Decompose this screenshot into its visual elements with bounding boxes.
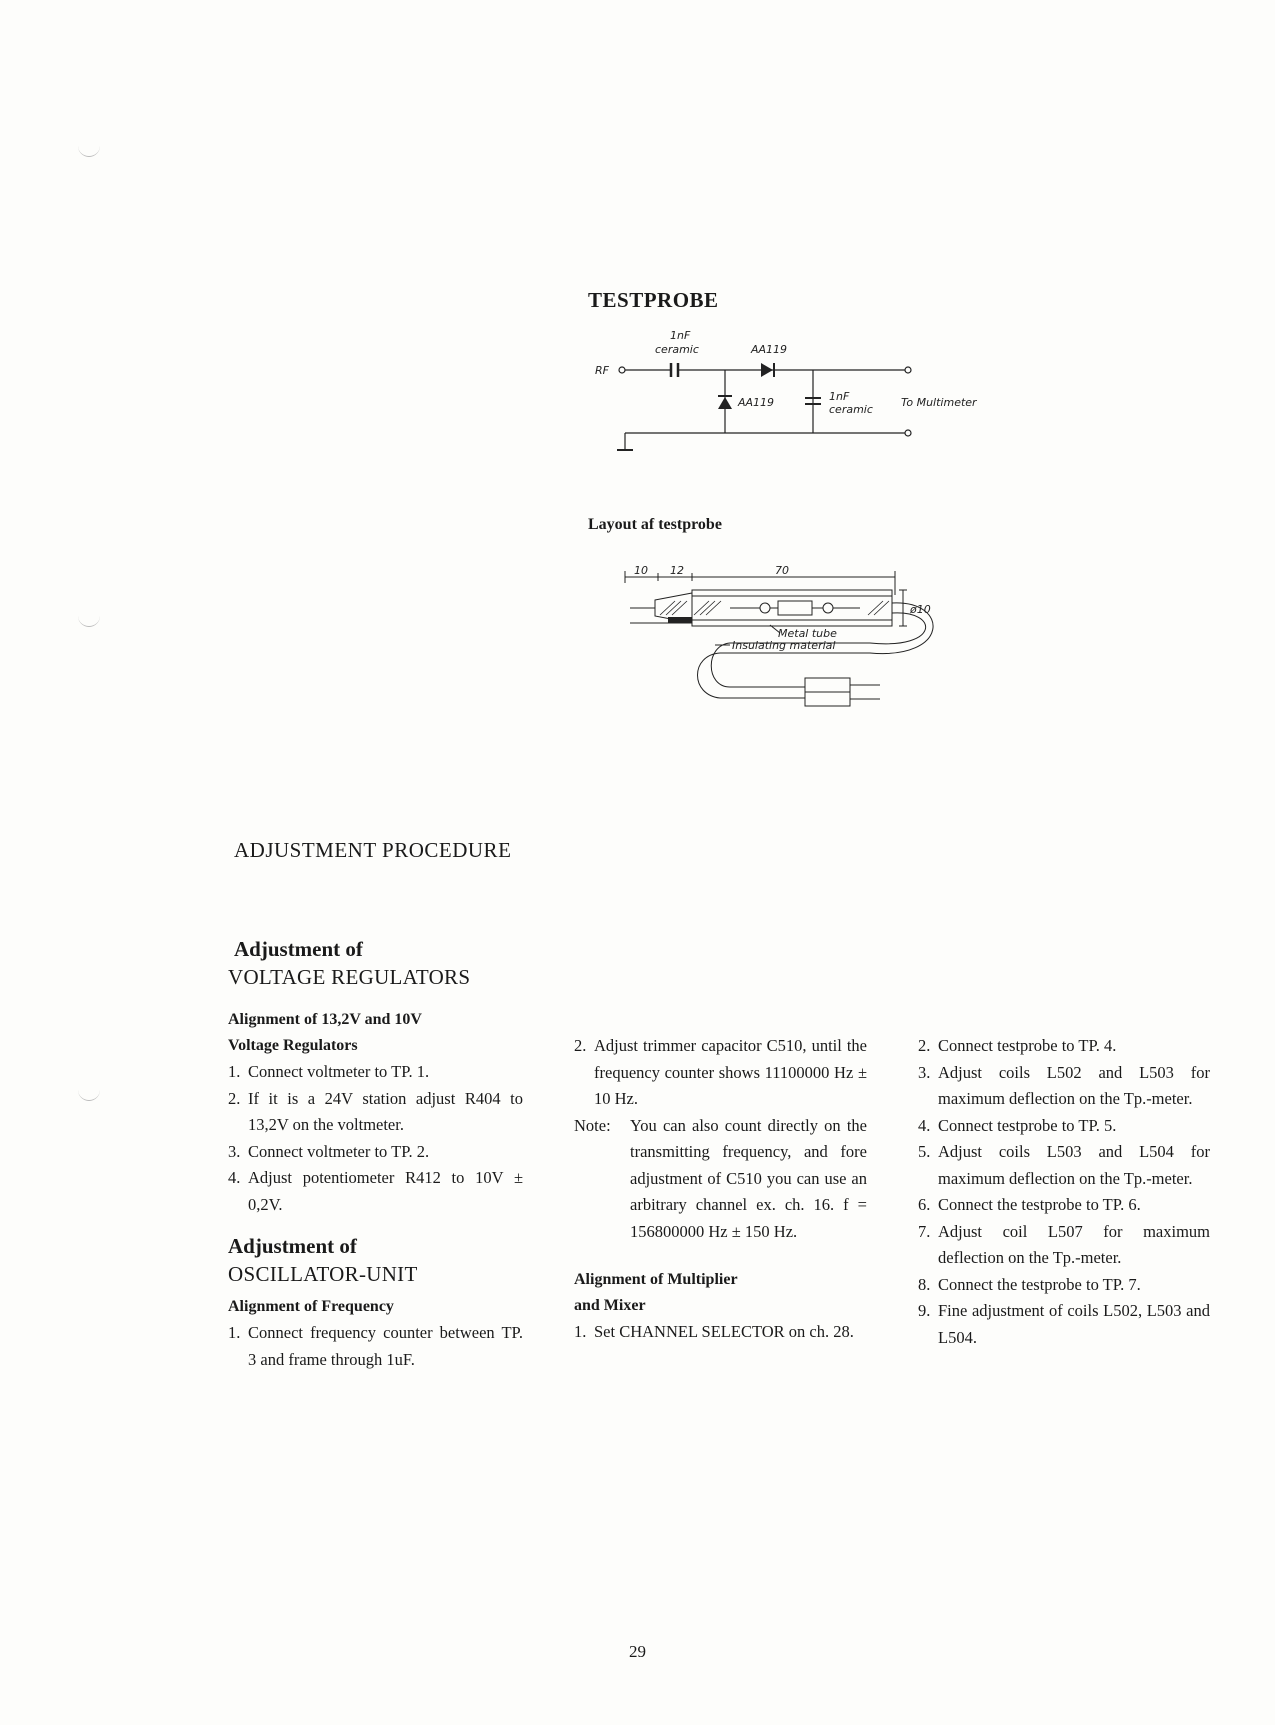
voltage-subheading-line2: Voltage Regulators <box>228 1037 358 1054</box>
testprobe-schematic <box>585 325 1005 465</box>
note <box>574 1113 867 1246</box>
list-item: 6. Connect the testprobe to TP. 6. <box>918 1195 1141 1214</box>
list-item: 1. Set CHANNEL SELECTOR on ch. 28. <box>574 1322 854 1341</box>
voltage-subheading-line1: Alignment of 13,2V and 10V <box>228 1011 422 1028</box>
column-1 <box>228 935 523 1373</box>
list-item: 1. Connect voltmeter to TP. 1. <box>228 1062 430 1081</box>
diode-icon <box>761 363 773 377</box>
output-label: To Multimeter <box>901 396 977 409</box>
dim-a: 10 <box>634 565 648 577</box>
metal-tube-label: Metal tube <box>778 627 837 640</box>
list-item: 2. Adjust trimmer capacitor C510, until the frequency counter shows 11100000 Hz ± 10 Hz. <box>574 1036 867 1108</box>
column-2 <box>574 1033 867 1346</box>
list-item: 3. Connect voltmeter to TP. 2. <box>228 1141 430 1161</box>
cap2-value: 1nF <box>829 390 850 403</box>
cap2-type: ceramic <box>829 403 873 416</box>
note-text: You can also count directly on the transmitting frequency, and fore adjustment of C510 you can use an arbitrary channel ex. ch. 16. f = 156800000 Hz ± 150 Hz. <box>630 1115 867 1241</box>
list-item: 4. Adjust potentiometer R412 to 10V ± 0,2V. <box>228 1168 523 1214</box>
dim-diameter: ø10 <box>910 603 931 616</box>
oscillator-heading-line1: Adjustment of <box>228 1234 357 1258</box>
diode2-label: AA119 <box>738 396 775 409</box>
cap1-value: 1nF <box>670 329 691 342</box>
list-item: 5. Adjust coils L503 and L504 for maximum deflection on the Tp.-meter. <box>918 1142 1210 1188</box>
layout-title: Layout af testprobe <box>588 516 722 533</box>
testprobe-title: TESTPROBE <box>588 288 719 312</box>
column-3 <box>918 1033 1210 1351</box>
diode-icon <box>718 397 732 409</box>
dim-b: 12 <box>670 565 684 577</box>
list-item: 7. Adjust coil L507 for maximum deflection on the Tp.-meter. <box>918 1221 1210 1267</box>
procedure-title: ADJUSTMENT PROCEDURE <box>234 838 512 862</box>
margin-mark <box>78 616 100 627</box>
list-item: 4. Connect testprobe to TP. 5. <box>918 1115 1117 1135</box>
margin-mark <box>78 1090 100 1101</box>
testprobe-layout-drawing <box>620 565 990 715</box>
list-item: 3. Adjust coils L502 and L503 for maximum deflection on the Tp.-meter. <box>918 1062 1210 1108</box>
list-item: 2. If it is a 24V station adjust R404 to 13,2V on the voltmeter. <box>228 1088 523 1134</box>
cap1-type: ceramic <box>655 343 699 356</box>
multiplier-subheading-line2: and Mixer <box>574 1297 646 1314</box>
list-item: 9. Fine adjustment of coils L502, L503 and L504. <box>918 1301 1210 1347</box>
oscillator-heading-line2: OSCILLATOR-UNIT <box>228 1262 418 1286</box>
voltage-heading-line2: VOLTAGE REGULATORS <box>228 965 471 989</box>
multiplier-subheading-line1: Alignment of Multiplier <box>574 1271 738 1288</box>
oscillator-heading <box>228 1232 523 1288</box>
margin-mark <box>78 146 100 157</box>
voltage-heading <box>228 935 523 991</box>
voltage-heading-line1: Adjustment of <box>234 937 363 961</box>
dim-c: 70 <box>775 565 789 577</box>
diode1-label: AA119 <box>751 343 788 356</box>
page-number: 29 <box>629 1642 646 1661</box>
note-label: Note: <box>574 1115 611 1135</box>
list-item: 1. Connect frequency counter between TP. 3 and frame through 1uF. <box>228 1323 523 1369</box>
list-item: 2. Connect testprobe to TP. 4. <box>918 1036 1117 1055</box>
rf-label: RF <box>595 364 609 377</box>
insulating-label: Insulating material <box>732 639 836 652</box>
oscillator-subheading: Alignment of Frequency <box>228 1298 394 1315</box>
list-item: 8. Connect the testprobe to TP. 7. <box>918 1274 1141 1294</box>
